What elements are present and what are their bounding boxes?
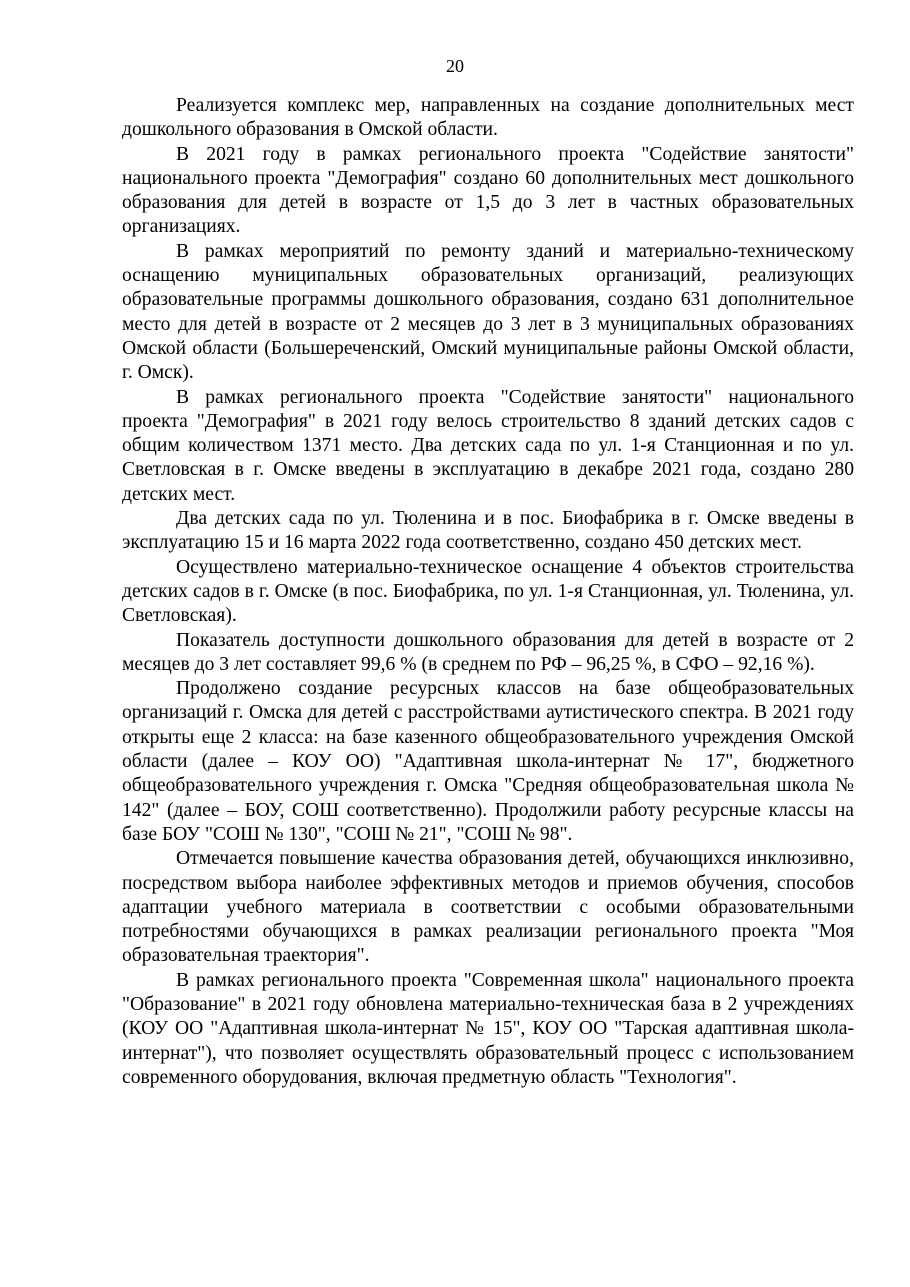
paragraph: Реализуется комплекс мер, направленных на создание дополнительных мест дошкольного образования в Омской области. [122, 95, 854, 141]
paragraph: В рамках регионального проекта "Содействие занятости" национального проекта "Демография" в 2021 году велось строительство 8 зданий детских садов с общим количеством 1371 место. Два детских сада по ул. 1-я Станционная и по ул. Светловская в г. Омске введены в эксплуатацию в декабре 2021 года, создано 280 детских мест. [122, 386, 854, 505]
paragraph: В 2021 году в рамках регионального проекта "Содействие занятости" национального проекта "Демография" создано 60 дополнительных мест дошкольного образования для детей в возрасте от 1,5 до 3 лет в частных образовательных организациях. [122, 143, 854, 238]
paragraph: Продолжено создание ресурсных классов на базе общеобразовательных организаций г. Омска для детей с расстройствами аутистического спектра. В 2021 году открыты еще 2 класса: на базе казенного общеобразовательного учреждения Омской области (далее – КОУ ОО) "Адаптивная школа-интернат № 17", бюджетного общеобразовательного учреждения г. Омска "Средняя общеобразовательная школа № 142" (далее – БОУ, СОШ соответственно). Продолжили работу ресурсные классы на базе БОУ "СОШ № 130", "СОШ № 21", "СОШ № 98". [122, 678, 854, 845]
paragraph: Отмечается повышение качества образования детей, обучающихся инклюзивно, посредством выбора наиболее эффективных методов и приемов обучения, способов адаптации учебного материала в соответствии с особыми образовательными потребностями обучающихся в рамках реализации регионального проекта "Моя образовательная траектория". [122, 848, 854, 967]
paragraph: Два детских сада по ул. Тюленина и в пос. Биофабрика в г. Омске введены в эксплуатацию 15 и 16 марта 2022 года соответственно, создано 450 детских мест. [122, 508, 854, 554]
document-body [122, 94, 854, 1090]
paragraph: Осуществлено материально-техническое оснащение 4 объектов строительства детских садов в г. Омске (в пос. Биофабрика, по ул. 1-я Станционная, ул. Тюленина, ул. Светловская). [122, 556, 854, 627]
paragraph: В рамках регионального проекта "Современная школа" национального проекта "Образование" в 2021 году обновлена материально-техническая база в 2 учреждениях (КОУ ОО "Адаптивная школа-интернат № 15", КОУ ОО "Тарская адаптивная школа-интернат"), что позволяет осуществлять образовательный процесс с использованием современного оборудования, включая предметную область "Технология". [122, 969, 854, 1088]
paragraph: Показатель доступности дошкольного образования для детей в возрасте от 2 месяцев до 3 лет составляет 99,6 % (в среднем по РФ – 96,25 %, в СФО – 92,16 %). [122, 629, 854, 675]
page-number: 20 [446, 56, 464, 76]
paragraph: В рамках мероприятий по ремонту зданий и материально-техническому оснащению муниципальных образовательных организаций, реализующих образовательные программы дошкольного образования, создано 631 дополнительное место для детей в возрасте от 2 месяцев до 3 лет в 3 муниципальных образованиях Омской области (Большереченский, Омский муниципальные районы Омской области, г. Омск). [122, 240, 854, 384]
